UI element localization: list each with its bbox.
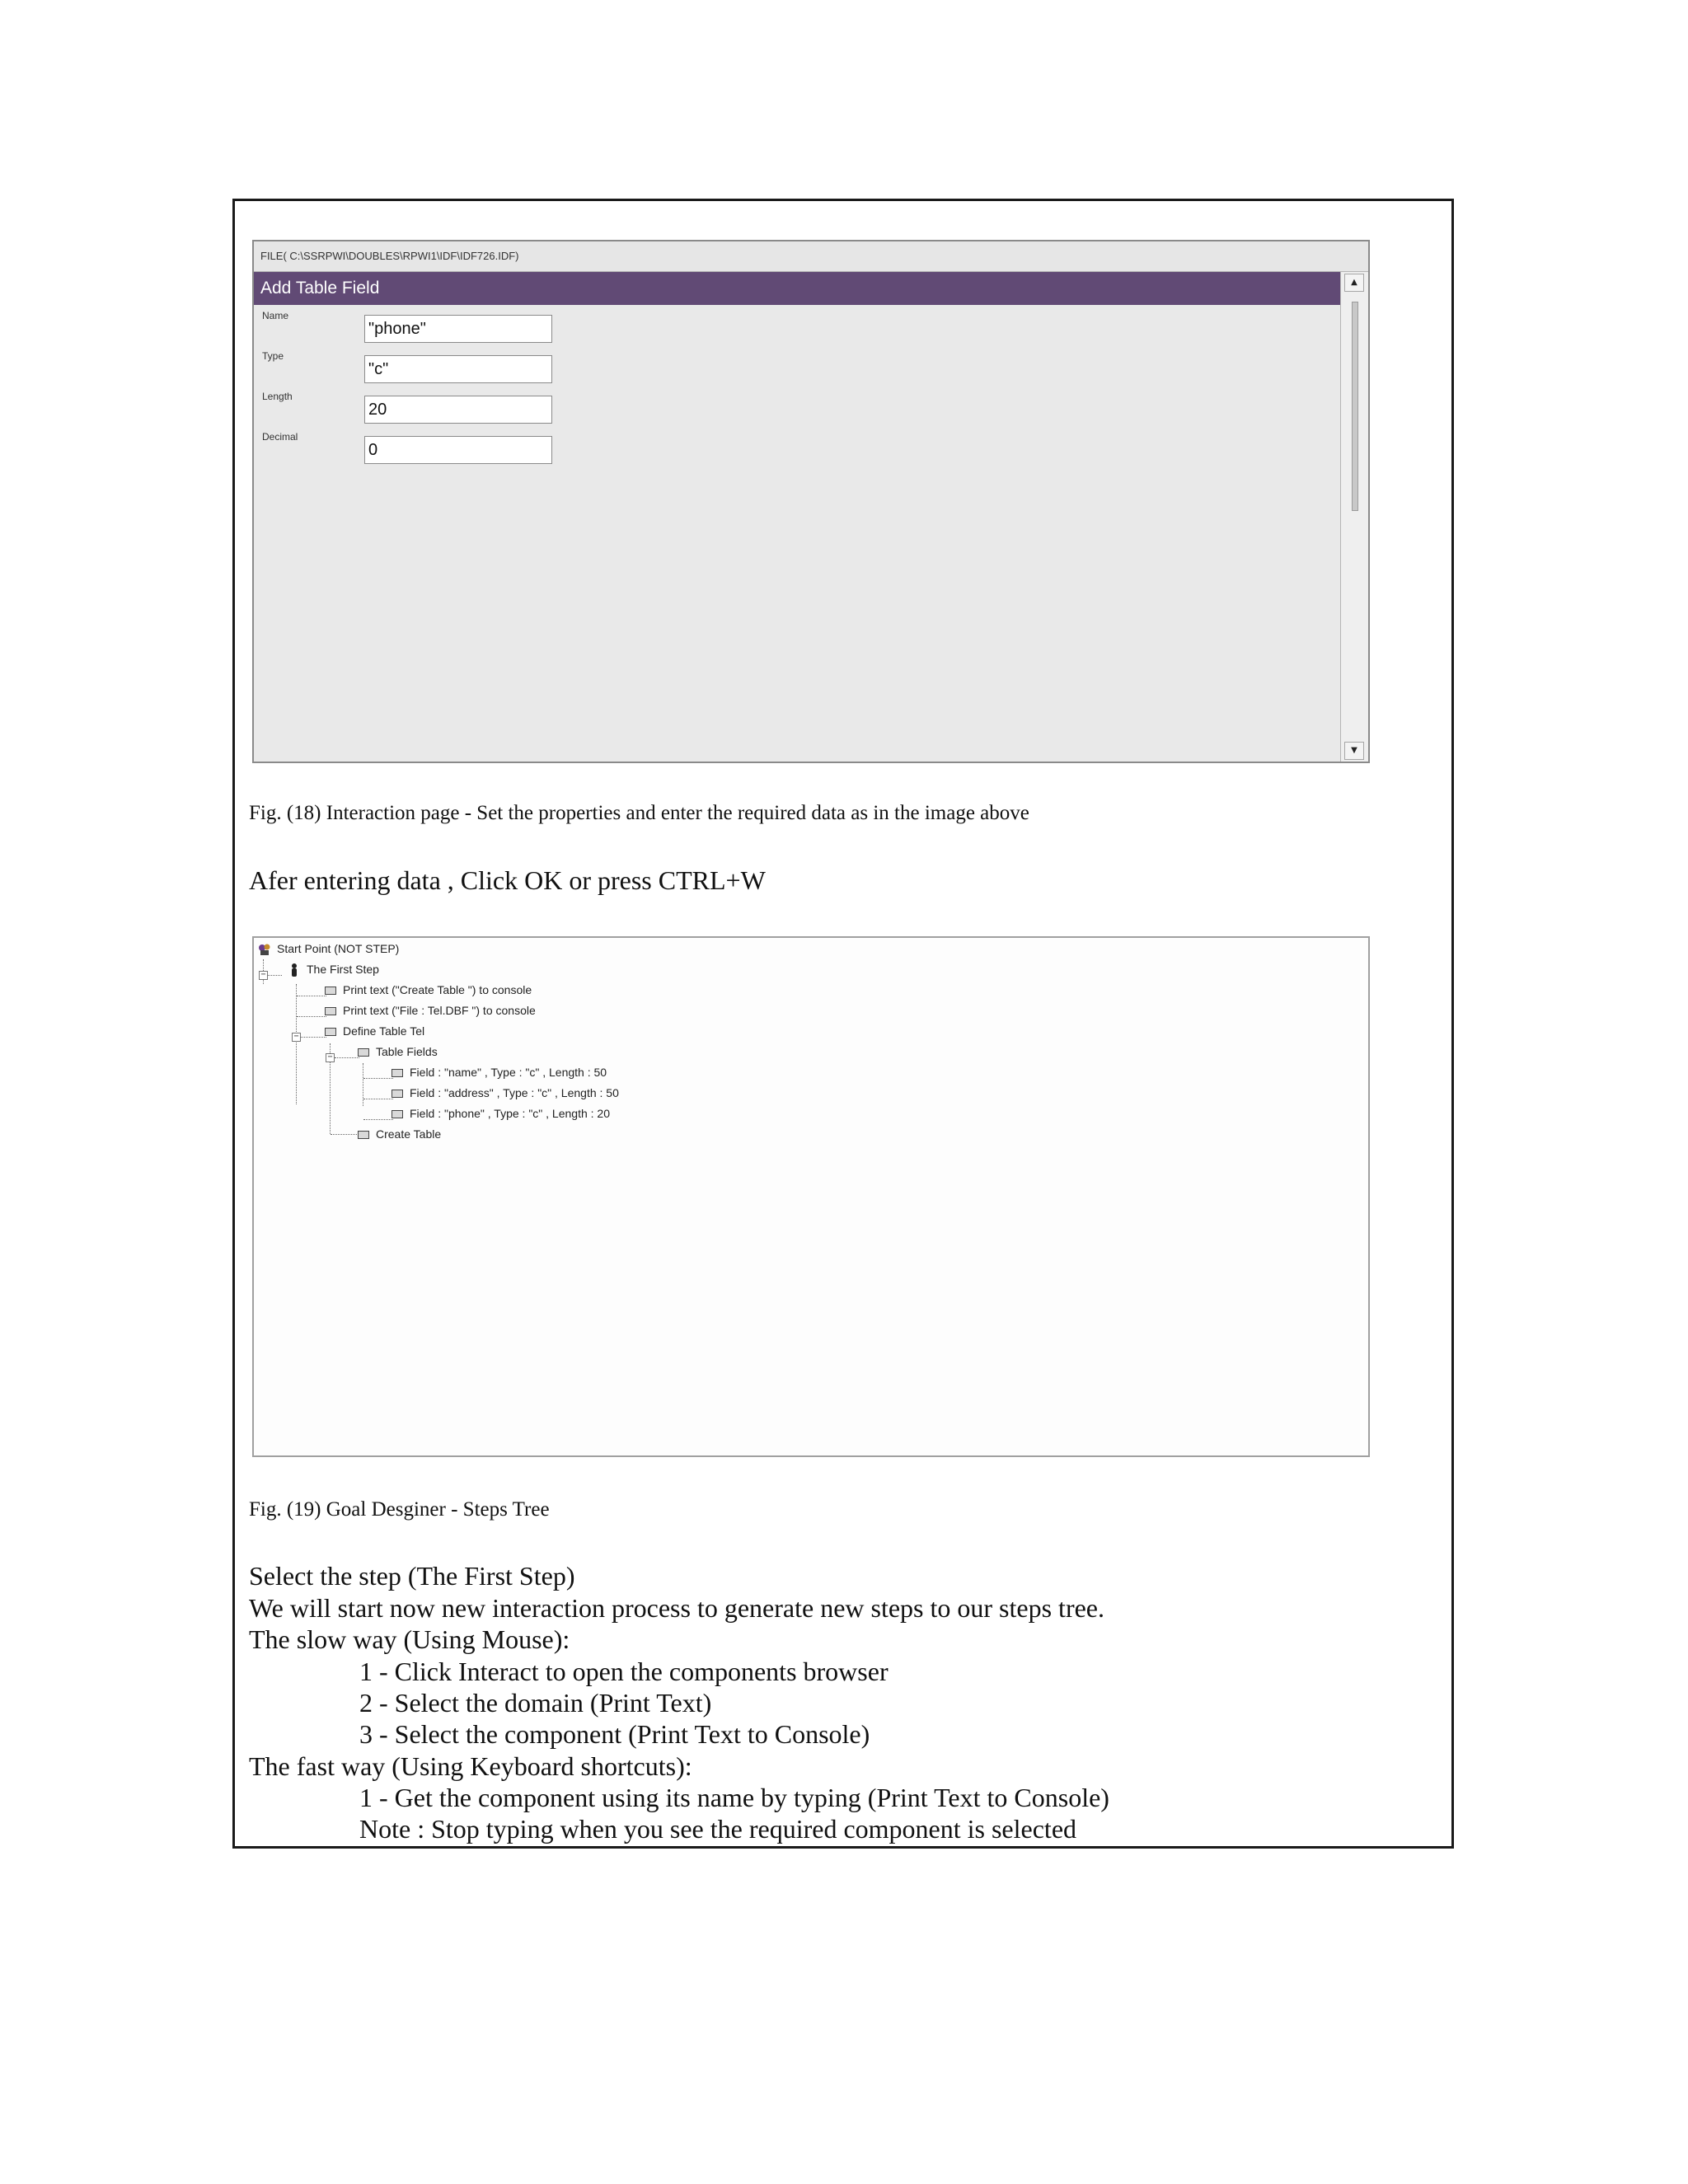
name-label: Name [262, 310, 289, 321]
field-row-type [254, 350, 748, 383]
instruction-line: The fast way (Using Keyboard shortcuts): [249, 1751, 692, 1781]
tree-node-label: Define Table Tel [343, 1024, 425, 1038]
tree-connector [296, 984, 297, 1104]
tree-connector [363, 1078, 393, 1079]
scroll-down-button[interactable]: ▼ [1344, 742, 1364, 760]
tree-node-field-name[interactable] [392, 1063, 607, 1081]
step-person-icon [290, 963, 298, 977]
field-row-decimal [254, 431, 748, 464]
tree-node-field-phone[interactable] [392, 1104, 610, 1122]
field-row-name [254, 310, 748, 343]
form-area [254, 305, 1342, 762]
name-input[interactable]: "phone" [364, 315, 552, 343]
component-icon [392, 1110, 403, 1118]
type-input[interactable]: "c" [364, 355, 552, 383]
tree-node-define-table[interactable] [325, 1022, 424, 1040]
instruction-step: 1 - Click Interact to open the components browser [359, 1657, 889, 1686]
tree-node-label: Table Fields [376, 1045, 438, 1058]
steps-tree [254, 938, 1368, 1455]
tree-node-label: Create Table [376, 1127, 442, 1141]
instruction-line: We will start now new interaction process to generate new steps to our steps tree. [249, 1593, 1104, 1623]
tree-node-label: Print text ("File : Tel.DBF ") to console [343, 1004, 536, 1017]
component-icon [392, 1069, 403, 1077]
steps-tree-panel [252, 936, 1370, 1457]
tree-node-field-address[interactable] [392, 1084, 619, 1102]
add-table-field-window [252, 240, 1370, 763]
decimal-label: Decimal [262, 431, 298, 443]
component-icon [392, 1090, 403, 1098]
component-icon [325, 987, 336, 995]
tree-node-label: Print text ("Create Table ") to console [343, 983, 532, 996]
tree-node-start-point[interactable] [257, 940, 399, 958]
tree-node-label: Field : "address" , Type : "c" , Length : 50 [410, 1086, 619, 1099]
type-label: Type [262, 350, 284, 362]
start-point-icon [257, 943, 272, 956]
tree-node-label: Field : "name" , Type : "c" , Length : 50 [410, 1066, 607, 1079]
field-row-length [254, 391, 748, 424]
length-input[interactable]: 20 [364, 396, 552, 424]
tree-connector [363, 1119, 393, 1120]
decimal-input[interactable]: 0 [364, 436, 552, 464]
tree-connector [335, 1057, 359, 1058]
collapse-toggle-first-step[interactable]: − [259, 971, 268, 980]
tree-node-label: The First Step [307, 963, 379, 976]
tree-connector [297, 1016, 326, 1017]
tree-connector [331, 1134, 359, 1135]
file-path-bar: FILE( C:\SSRPWI\DOUBLES\RPWI1\IDF\IDF726.IDF) [254, 241, 1368, 272]
instruction-step: 1 - Get the component using its name by typing (Print Text to Console) [359, 1783, 1109, 1812]
tree-node-label: Field : "phone" , Type : "c" , Length : 20 [410, 1107, 610, 1120]
instruction-step: 3 - Select the component (Print Text to Console) [359, 1719, 870, 1749]
length-label: Length [262, 391, 293, 402]
tree-node-create-table[interactable] [358, 1125, 441, 1143]
component-icon [358, 1131, 369, 1139]
component-icon [358, 1048, 369, 1057]
instruction-line: The slow way (Using Mouse): [249, 1624, 570, 1654]
component-icon [325, 1028, 336, 1036]
collapse-toggle-table-fields[interactable]: − [326, 1053, 335, 1062]
component-icon [325, 1007, 336, 1015]
tree-node-table-fields[interactable] [358, 1043, 438, 1061]
instruction-step: 2 - Select the domain (Print Text) [359, 1688, 712, 1718]
figure-18-caption: Fig. (18) Interaction page - Set the properties and enter the required data as in the image above [249, 802, 1029, 824]
tree-node-first-step[interactable] [290, 960, 379, 978]
tree-node-print-create-table[interactable] [325, 981, 532, 999]
instruction-line: Select the step (The First Step) [249, 1561, 575, 1591]
tree-node-label: Start Point (NOT STEP) [277, 942, 400, 955]
tree-node-print-file[interactable] [325, 1001, 536, 1019]
after-entering-text: Afer entering data , Click OK or press CTRL+W [249, 865, 766, 895]
scroll-up-button[interactable]: ▲ [1344, 274, 1364, 292]
figure-19-caption: Fig. (19) Goal Desginer - Steps Tree [249, 1498, 550, 1521]
scroll-thumb[interactable] [1352, 302, 1358, 511]
window-title: Add Table Field [254, 272, 1342, 305]
tree-connector [267, 975, 282, 976]
vertical-scrollbar[interactable] [1340, 272, 1368, 762]
collapse-toggle-define-table[interactable]: − [292, 1033, 301, 1042]
tree-connector [301, 1037, 326, 1038]
instruction-note: Note : Stop typing when you see the required component is selected [359, 1814, 1077, 1844]
